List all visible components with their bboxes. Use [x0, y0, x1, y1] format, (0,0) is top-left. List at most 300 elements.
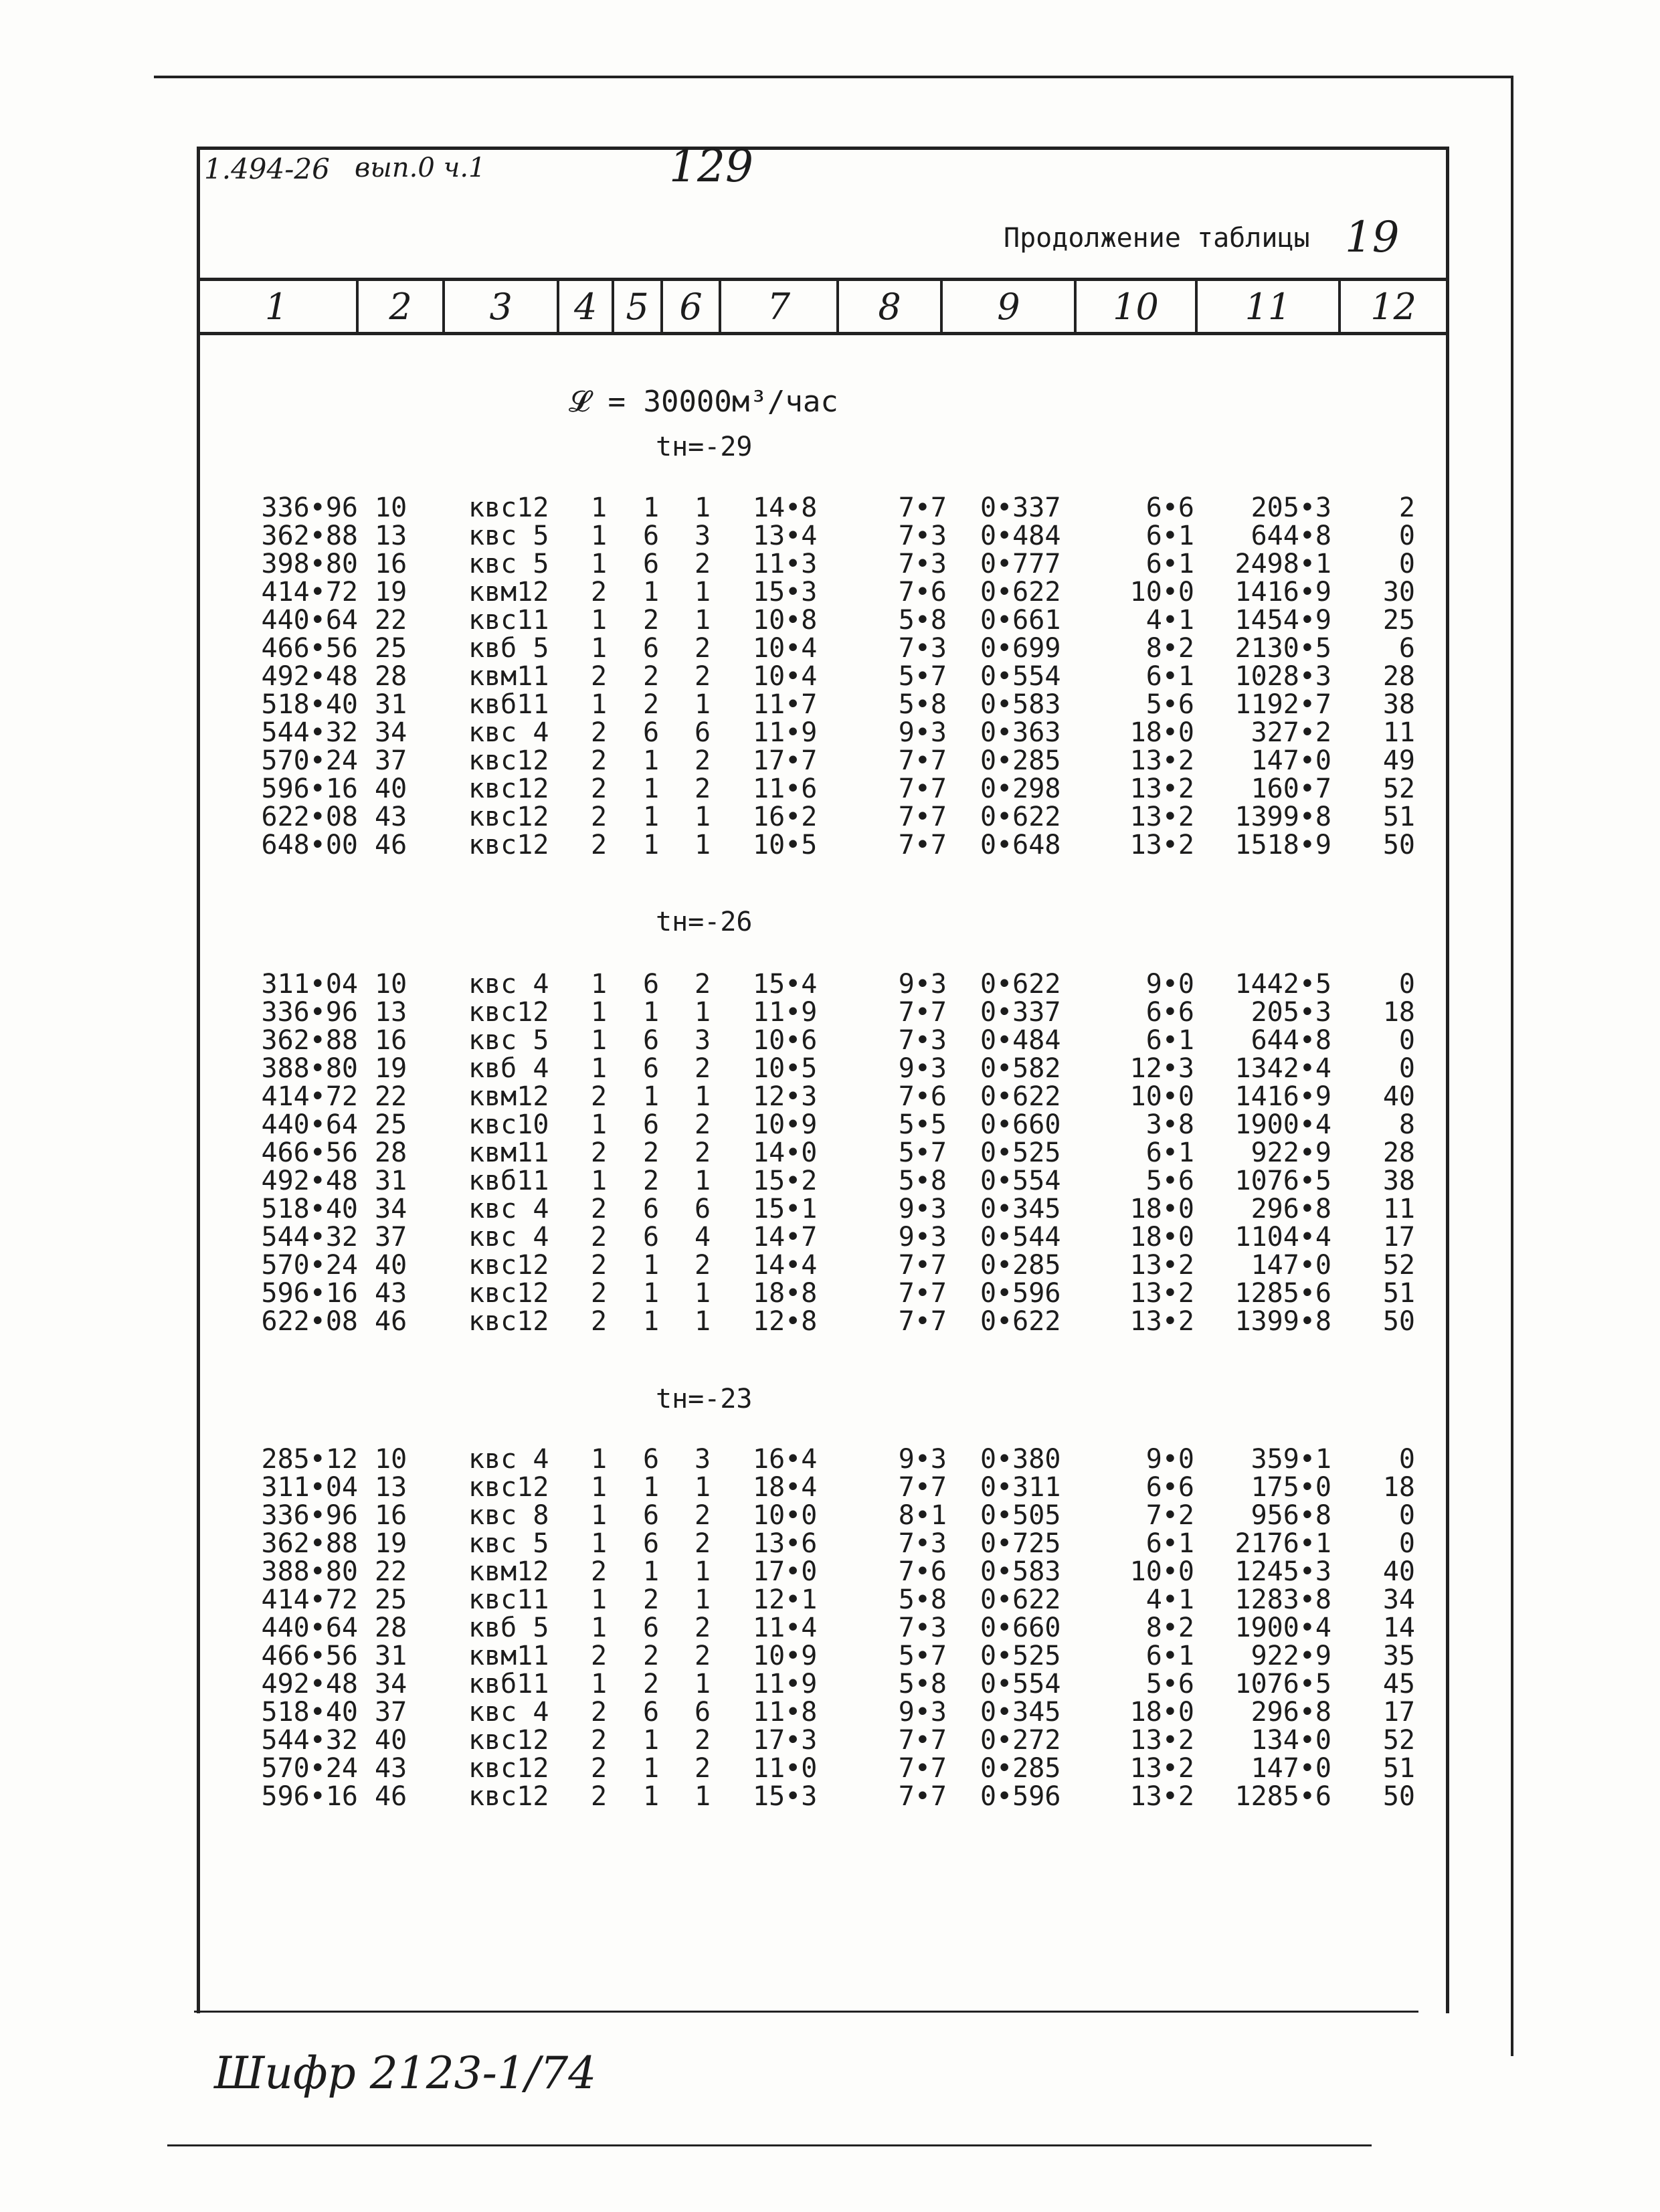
table-cell: 440•64	[261, 1612, 358, 1643]
table-cell: 7•7	[898, 997, 947, 1028]
table-row	[221, 1167, 1439, 1195]
table-cell: 1	[590, 1612, 608, 1643]
table-cell: 2	[590, 830, 608, 860]
table-cell: 2	[694, 1612, 711, 1643]
table-cell: квс 5	[468, 1528, 549, 1559]
table-row	[221, 1614, 1439, 1642]
table-cell: 6•6	[1145, 1472, 1194, 1503]
table-cell: 0	[1398, 549, 1415, 579]
table-cell: 9•3	[898, 1444, 947, 1475]
table-cell: 7•7	[898, 773, 947, 804]
table-cell: квс11	[468, 1584, 549, 1615]
table-cell: 7•2	[1145, 1500, 1194, 1531]
table-cell: 1	[642, 1306, 660, 1337]
table-cell: 38	[1382, 1166, 1415, 1196]
table-cell: 5•7	[898, 661, 947, 692]
table-cell: 1285•6	[1234, 1278, 1331, 1309]
table-cell: 2	[590, 1278, 608, 1309]
table-cell: 1	[642, 1753, 660, 1784]
table-cell: 0•345	[980, 1697, 1061, 1728]
table-cell: 11	[1382, 717, 1415, 748]
table-cell: 1	[590, 1053, 608, 1084]
table-cell: 7•7	[898, 492, 947, 523]
table-cell: 1	[590, 521, 608, 551]
table-cell: 0•596	[980, 1278, 1061, 1309]
table-cell: 51	[1382, 1753, 1415, 1784]
table-cell: 2	[694, 1053, 711, 1084]
table-cell: 1	[694, 1781, 711, 1812]
table-cell: 1283•8	[1234, 1584, 1331, 1615]
cipher-label: Шифр 2123-1/74	[214, 2047, 597, 2099]
table-cell: 492•48	[261, 1669, 358, 1699]
table-cell: 398•80	[261, 549, 358, 579]
table-cell: 0•285	[980, 1250, 1061, 1281]
column-header: 12	[1370, 285, 1416, 328]
table-cell: 13•4	[753, 521, 818, 551]
column-header: 2	[359, 281, 445, 332]
table-cell: 205•3	[1251, 997, 1331, 1028]
section-title: tн=-23	[656, 1384, 753, 1414]
table-cell: 10•9	[753, 1109, 818, 1140]
table-cell: 17	[1382, 1222, 1415, 1253]
table-cell: 492•48	[261, 661, 358, 692]
table-cell: 7•3	[898, 633, 947, 664]
table-cell: 31	[375, 1166, 407, 1196]
table-cell: 2	[590, 1250, 608, 1281]
table-cell: 19	[375, 577, 407, 608]
table-cell: квс12	[468, 773, 549, 804]
table-row	[221, 690, 1439, 719]
table-cell: 16	[375, 1500, 407, 1531]
table-cell: 0•660	[980, 1612, 1061, 1643]
table-cell: 14•7	[753, 1222, 818, 1253]
table-cell: 25	[375, 1584, 407, 1615]
table-cell: 0	[1398, 1053, 1415, 1084]
table-cell: 1028•3	[1234, 661, 1331, 692]
table-cell: 134•0	[1251, 1725, 1331, 1756]
table-cell: 5•7	[898, 1137, 947, 1168]
table-cell: 1442•5	[1234, 969, 1331, 1000]
table-cell: 1	[642, 1472, 660, 1503]
table-cell: 7•3	[898, 1612, 947, 1643]
table-cell: 440•64	[261, 1109, 358, 1140]
table-cell: 5•5	[898, 1109, 947, 1140]
table-cell: 922•9	[1251, 1641, 1331, 1671]
table-cell: 1	[694, 1556, 711, 1587]
table-cell: 1	[590, 1025, 608, 1056]
table-cell: квб 5	[468, 633, 549, 664]
table-cell: 14•0	[753, 1137, 818, 1168]
table-cell: 34	[375, 717, 407, 748]
table-cell: 6•1	[1145, 549, 1194, 579]
table-cell: 13	[375, 1472, 407, 1503]
table-cell: 0•272	[980, 1725, 1061, 1756]
table-cell: 7•3	[898, 549, 947, 579]
table-cell: 362•88	[261, 521, 358, 551]
table-cell: квс 4	[468, 1194, 549, 1224]
table-cell: 9•3	[898, 1194, 947, 1224]
table-cell: 6•6	[1145, 492, 1194, 523]
table-cell: квс12	[468, 492, 549, 523]
table-cell: 10•0	[753, 1500, 818, 1531]
table-cell: 2	[590, 1306, 608, 1337]
table-cell: 0•380	[980, 1444, 1061, 1475]
table-cell: 544•32	[261, 1222, 358, 1253]
table-cell: 311•04	[261, 1472, 358, 1503]
table-cell: 0•622	[980, 969, 1061, 1000]
table-cell: 43	[375, 1278, 407, 1309]
table-cell: 6	[642, 1025, 660, 1056]
table-cell: 15•4	[753, 969, 818, 1000]
table-cell: 2	[642, 1669, 660, 1699]
table-cell: 1	[694, 802, 711, 832]
table-cell: 1	[590, 1669, 608, 1699]
table-cell: 18•0	[1129, 1194, 1194, 1224]
table-cell: 1	[642, 1781, 660, 1812]
table-cell: 1	[642, 1556, 660, 1587]
column-header: 10	[1077, 281, 1197, 332]
table-cell: 13•2	[1129, 1725, 1194, 1756]
table-cell: 50	[1382, 1306, 1415, 1337]
table-cell: 31	[375, 1641, 407, 1671]
table-cell: 9•3	[898, 717, 947, 748]
table-cell: 2	[642, 661, 660, 692]
table-cell: 0	[1398, 1025, 1415, 1056]
table-cell: 1900•4	[1234, 1109, 1331, 1140]
table-cell: 1	[590, 969, 608, 1000]
column-header: 1	[197, 281, 359, 332]
table-cell: 596•16	[261, 1781, 358, 1812]
column-header: 4	[559, 281, 614, 332]
table-cell: 518•40	[261, 689, 358, 720]
table-cell: квм12	[468, 577, 549, 608]
table-cell: 9•0	[1145, 969, 1194, 1000]
table-cell: 2	[694, 1725, 711, 1756]
table-cell: 11•4	[753, 1612, 818, 1643]
table-cell: 0•363	[980, 717, 1061, 748]
table-number: 19	[1345, 213, 1400, 262]
table-cell: 13•2	[1129, 745, 1194, 776]
table-cell: 11•7	[753, 689, 818, 720]
table-cell: 7•6	[898, 1081, 947, 1112]
table-cell: 13•2	[1129, 1278, 1194, 1309]
table-cell: 3	[694, 1444, 711, 1475]
table-cell: 50	[1382, 830, 1415, 860]
table-cell: 0•554	[980, 661, 1061, 692]
table-cell: 10•0	[1129, 1556, 1194, 1587]
issue-label: вып.0 ч.1	[355, 153, 486, 183]
table-cell: 2	[590, 1641, 608, 1671]
table-row	[221, 1279, 1439, 1307]
table-cell: 1	[642, 1725, 660, 1756]
table-row	[221, 719, 1439, 747]
table-cell: 2	[590, 717, 608, 748]
table-cell: 5•8	[898, 1669, 947, 1699]
table-cell: квс 5	[468, 521, 549, 551]
table-cell: 1	[590, 1444, 608, 1475]
table-cell: 1	[642, 997, 660, 1028]
table-row	[221, 1726, 1439, 1754]
table-cell: 8	[1398, 1109, 1415, 1140]
table-cell: 0•285	[980, 1753, 1061, 1784]
table-cell: 43	[375, 802, 407, 832]
table-cell: 205•3	[1251, 492, 1331, 523]
table-cell: квб 5	[468, 1612, 549, 1643]
table-cell: 2	[590, 1753, 608, 1784]
table-row	[221, 803, 1439, 831]
table-cell: 2	[694, 549, 711, 579]
table-row	[221, 1026, 1439, 1054]
table-cell: 0•648	[980, 830, 1061, 860]
table-cell: 1	[694, 1278, 711, 1309]
table-cell: 359•1	[1251, 1444, 1331, 1475]
table-cell: 18	[1382, 997, 1415, 1028]
table-cell: 16	[375, 549, 407, 579]
table-cell: 1	[642, 745, 660, 776]
table-cell: 336•96	[261, 997, 358, 1028]
table-cell: 570•24	[261, 1753, 358, 1784]
continuation-label: Продолжение таблицы	[1004, 223, 1310, 254]
table-cell: 0•525	[980, 1137, 1061, 1168]
table-cell: 2	[694, 1641, 711, 1671]
table-cell: 6	[642, 1194, 660, 1224]
table-cell: квс12	[468, 1753, 549, 1784]
table-row	[221, 1782, 1439, 1811]
table-cell: 6	[642, 521, 660, 551]
table-cell: 31	[375, 689, 407, 720]
table-cell: 296•8	[1251, 1697, 1331, 1728]
table-cell: 1	[694, 1306, 711, 1337]
table-row	[221, 775, 1439, 803]
table-cell: 1	[694, 830, 711, 860]
table-cell: 2	[642, 1166, 660, 1196]
table-cell: 0•596	[980, 1781, 1061, 1812]
table-row	[221, 747, 1439, 775]
table-cell: 7•7	[898, 745, 947, 776]
table-cell: 2	[694, 1137, 711, 1168]
table-cell: 388•80	[261, 1053, 358, 1084]
table-cell: 13•2	[1129, 1306, 1194, 1337]
table-cell: 28	[375, 1137, 407, 1168]
page-number: 129	[669, 141, 753, 192]
table-cell: квс 4	[468, 717, 549, 748]
table-cell: квс12	[468, 830, 549, 860]
table-row	[221, 578, 1439, 606]
table-cell: 13•2	[1129, 1781, 1194, 1812]
table-cell: 30	[1382, 577, 1415, 608]
table-cell: 13•2	[1129, 773, 1194, 804]
table-cell: 13	[375, 521, 407, 551]
table-cell: 9•3	[898, 1222, 947, 1253]
table-cell: 14	[1382, 1612, 1415, 1643]
document-code: 1.494-26	[204, 153, 330, 185]
table-cell: квс12	[468, 1278, 549, 1309]
table-cell: 0•583	[980, 689, 1061, 720]
table-row	[221, 1642, 1439, 1670]
table-cell: 336•96	[261, 1500, 358, 1531]
table-cell: 6	[642, 1053, 660, 1084]
table-cell: 2	[694, 969, 711, 1000]
table-cell: 6	[642, 1528, 660, 1559]
table-cell: 570•24	[261, 1250, 358, 1281]
table-row	[221, 550, 1439, 578]
table-cell: 6	[642, 1444, 660, 1475]
table-cell: 2176•1	[1234, 1528, 1331, 1559]
table-cell: 9•3	[898, 969, 947, 1000]
table-cell: квс12	[468, 1472, 549, 1503]
column-header: 11	[1198, 281, 1342, 332]
table-cell: 16•4	[753, 1444, 818, 1475]
table-cell: 35	[1382, 1641, 1415, 1671]
column-header: 9	[943, 281, 1077, 332]
table-row	[221, 1670, 1439, 1698]
table-cell: 19	[375, 1528, 407, 1559]
table-cell: 13•2	[1129, 1250, 1194, 1281]
table-cell: 13•6	[753, 1528, 818, 1559]
table-cell: 0•337	[980, 997, 1061, 1028]
table-cell: 37	[375, 1697, 407, 1728]
table-cell: 622•08	[261, 802, 358, 832]
table-cell: 2130•5	[1234, 633, 1331, 664]
table-cell: 362•88	[261, 1025, 358, 1056]
table-cell: 0•544	[980, 1222, 1061, 1253]
table-cell: 6	[642, 1612, 660, 1643]
column-header: 5	[614, 281, 663, 332]
table-cell: 2	[642, 1137, 660, 1168]
table-cell: 7•7	[898, 1781, 947, 1812]
table-cell: 1342•4	[1234, 1053, 1331, 1084]
table-cell: 5•8	[898, 689, 947, 720]
table-cell: 4	[694, 1222, 711, 1253]
table-cell: 46	[375, 1781, 407, 1812]
table-cell: 1	[694, 997, 711, 1028]
table-cell: 0•583	[980, 1556, 1061, 1587]
table-cell: 25	[375, 633, 407, 664]
table-cell: 1	[642, 1278, 660, 1309]
table-cell: 18•4	[753, 1472, 818, 1503]
table-cell: 5•6	[1145, 1669, 1194, 1699]
table-cell: 2	[590, 1194, 608, 1224]
table-cell: 1	[590, 605, 608, 636]
table-cell: 1	[694, 605, 711, 636]
table-cell: 0•311	[980, 1472, 1061, 1503]
table-cell: 8•1	[898, 1500, 947, 1531]
table-row	[221, 634, 1439, 662]
table-cell: 0•622	[980, 1081, 1061, 1112]
table-cell: 11•9	[753, 997, 818, 1028]
table-cell: 17•7	[753, 745, 818, 776]
table-cell: 6•6	[1145, 997, 1194, 1028]
table-row	[221, 1586, 1439, 1614]
table-cell: 1285•6	[1234, 1781, 1331, 1812]
table-cell: 1076•5	[1234, 1669, 1331, 1699]
table-cell: 544•32	[261, 717, 358, 748]
table-cell: 414•72	[261, 577, 358, 608]
table-cell: 147•0	[1251, 1753, 1331, 1784]
table-cell: 922•9	[1251, 1137, 1331, 1168]
table-cell: 10•5	[753, 1053, 818, 1084]
table-cell: квм12	[468, 1081, 549, 1112]
table-cell: квс10	[468, 1109, 549, 1140]
table-cell: 0•484	[980, 521, 1061, 551]
table-cell: 7•7	[898, 1472, 947, 1503]
table-cell: квс 5	[468, 549, 549, 579]
table-cell: 388•80	[261, 1556, 358, 1587]
table-cell: 2	[694, 773, 711, 804]
table-cell: 175•0	[1251, 1472, 1331, 1503]
table-cell: 22	[375, 1556, 407, 1587]
table-cell: 51	[1382, 802, 1415, 832]
table-cell: 1	[694, 1669, 711, 1699]
table-row	[221, 1754, 1439, 1782]
table-cell: 10•6	[753, 1025, 818, 1056]
table-cell: 9•0	[1145, 1444, 1194, 1475]
table-cell: 6•1	[1145, 1025, 1194, 1056]
table-cell: 644•8	[1251, 1025, 1331, 1056]
table-row	[221, 1195, 1439, 1223]
table-cell: 4•1	[1145, 605, 1194, 636]
table-cell: 1	[590, 1472, 608, 1503]
table-cell: 6	[694, 1194, 711, 1224]
table-cell: 10•0	[1129, 1081, 1194, 1112]
table-cell: 17•3	[753, 1725, 818, 1756]
table-row	[221, 831, 1439, 859]
sheet-top-rule	[154, 76, 1512, 78]
table-cell: 2	[642, 1641, 660, 1671]
table-cell: 2	[590, 773, 608, 804]
table-row	[221, 1698, 1439, 1726]
table-cell: 34	[375, 1194, 407, 1224]
table-cell: 0•622	[980, 577, 1061, 608]
table-cell: 1	[642, 1250, 660, 1281]
table-cell: 11•9	[753, 717, 818, 748]
table-cell: 2	[590, 1081, 608, 1112]
table-cell: 11•0	[753, 1753, 818, 1784]
table-cell: 6•1	[1145, 1137, 1194, 1168]
table-cell: 34	[375, 1669, 407, 1699]
table-cell: 0•337	[980, 492, 1061, 523]
table-cell: 46	[375, 1306, 407, 1337]
flow-rate-label: 𝓛 = 30000м³/час	[569, 385, 838, 419]
table-cell: 15•1	[753, 1194, 818, 1224]
table-cell: 28	[375, 661, 407, 692]
table-cell: квс12	[468, 1306, 549, 1337]
table-cell: 8•2	[1145, 1612, 1194, 1643]
table-cell: 1076•5	[1234, 1166, 1331, 1196]
table-cell: 0	[1398, 1500, 1415, 1531]
table-row	[221, 662, 1439, 690]
table-cell: 1	[694, 1166, 711, 1196]
table-cell: 51	[1382, 1278, 1415, 1309]
table-cell: 3	[694, 521, 711, 551]
table-cell: 2	[694, 745, 711, 776]
table-cell: 0	[1398, 1528, 1415, 1559]
table-cell: 52	[1382, 1725, 1415, 1756]
table-cell: 6	[642, 1500, 660, 1531]
table-cell: 45	[1382, 1669, 1415, 1699]
table-cell: 2	[642, 1584, 660, 1615]
table-cell: 5•8	[898, 1166, 947, 1196]
table-cell: 440•64	[261, 605, 358, 636]
table-cell: квс 4	[468, 1222, 549, 1253]
table-cell: 2498•1	[1234, 549, 1331, 579]
table-cell: 9•3	[898, 1053, 947, 1084]
table-cell: 1	[642, 492, 660, 523]
table-section	[221, 970, 1439, 1335]
table-cell: 147•0	[1251, 1250, 1331, 1281]
table-cell: 1900•4	[1234, 1612, 1331, 1643]
table-cell: 1518•9	[1234, 830, 1331, 860]
